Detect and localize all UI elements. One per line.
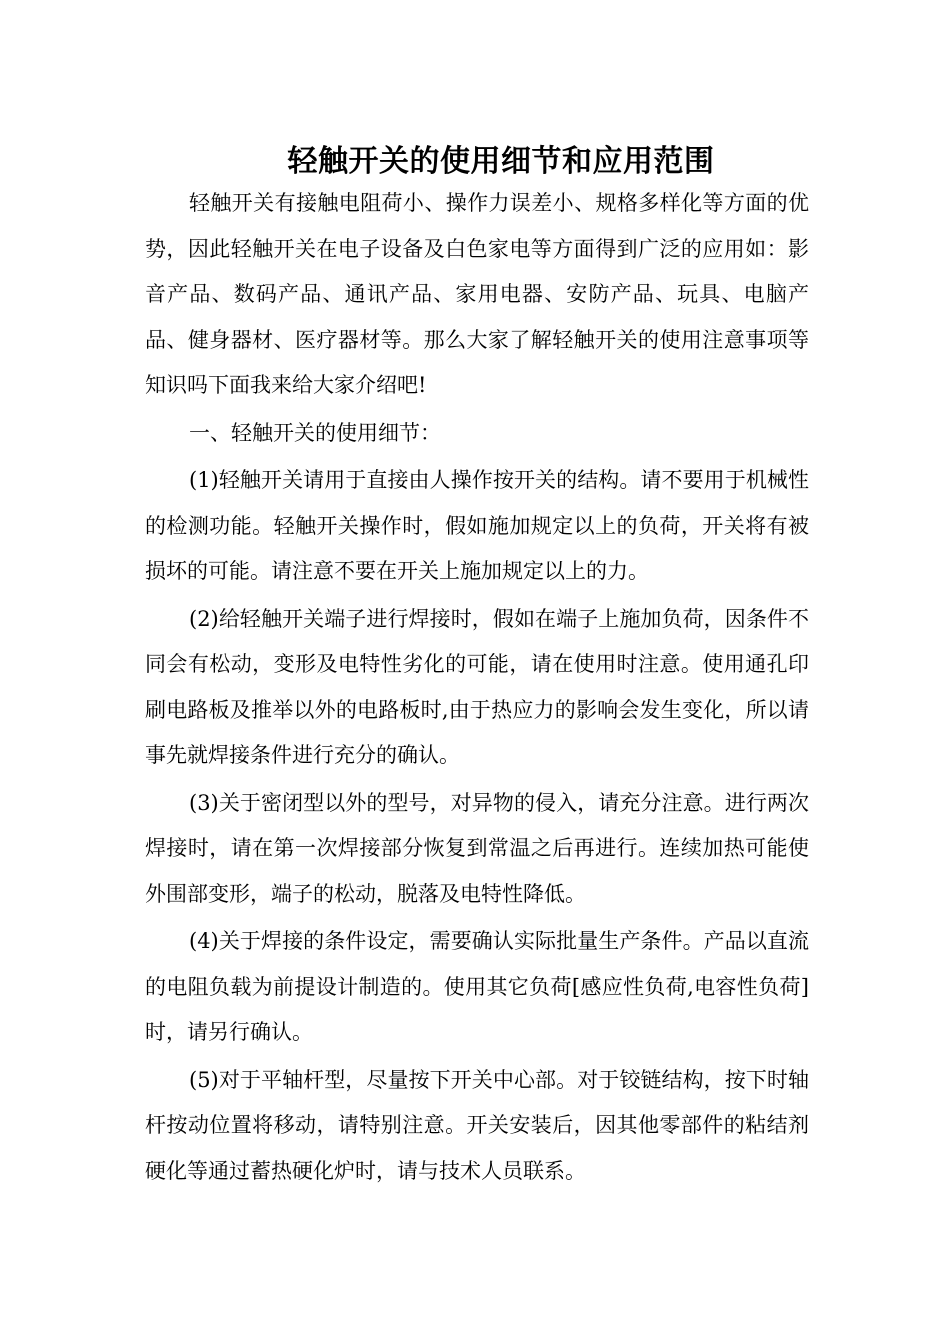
- list-item-3: (3)关于密闭型以外的型号，对异物的侵入，请充分注意。进行两次焊接时，请在第一次焊接部分恢复到常温之后再进行。连续加热可能使外围部变形，端子的松动，脱落及电特性降低。: [145, 790, 809, 906]
- list-item-1: (1)轻触开关请用于直接由人操作按开关的结构。请不要用于机械性的检测功能。轻触开关操作时，假如施加规定以上的负荷，开关将有被损坏的可能。请注意不要在开关上施加规定以上的力。: [145, 468, 809, 583]
- document-body: [145, 181, 809, 1194]
- list-item-4: (4)关于焊接的条件设定，需要确认实际批量生产条件。产品以直流的电阻负载为前提设计制造的。使用其它负荷[感应性负荷,电容性负荷]时，请另行确认。: [145, 929, 809, 1044]
- section-heading: 一、轻触开关的使用细节：: [189, 420, 441, 445]
- document-title: 轻触开关的使用细节和应用范围: [287, 144, 715, 180]
- intro-paragraph: 轻触开关有接触电阻荷小、操作力误差小、规格多样化等方面的优势，因此轻触开关在电子设备及白色家电等方面得到广泛的应用如：影音产品、数码产品、通讯产品、家用电器、安防产品、玩具、电脑产品、健身器材、医疗器材等。那么大家了解轻触开关的使用注意事项等知识吗下面我来给大家介绍吧!: [145, 191, 809, 397]
- list-item-2: (2)给轻触开关端子进行焊接时，假如在端子上施加负荷，因条件不同会有松动，变形及电特性劣化的可能，请在使用时注意。使用通孔印刷电路板及推举以外的电路板时,由于热应力的影响会发生变化，所以请事先就焊接条件进行充分的确认。: [145, 606, 809, 767]
- list-item-5: (5)对于平轴杆型，尽量按下开关中心部。对于铰链结构，按下时轴杆按动位置将移动，请特别注意。开关安装后，因其他零部件的粘结剂硬化等通过蓄热硬化炉时，请与技术人员联系。: [145, 1067, 809, 1183]
